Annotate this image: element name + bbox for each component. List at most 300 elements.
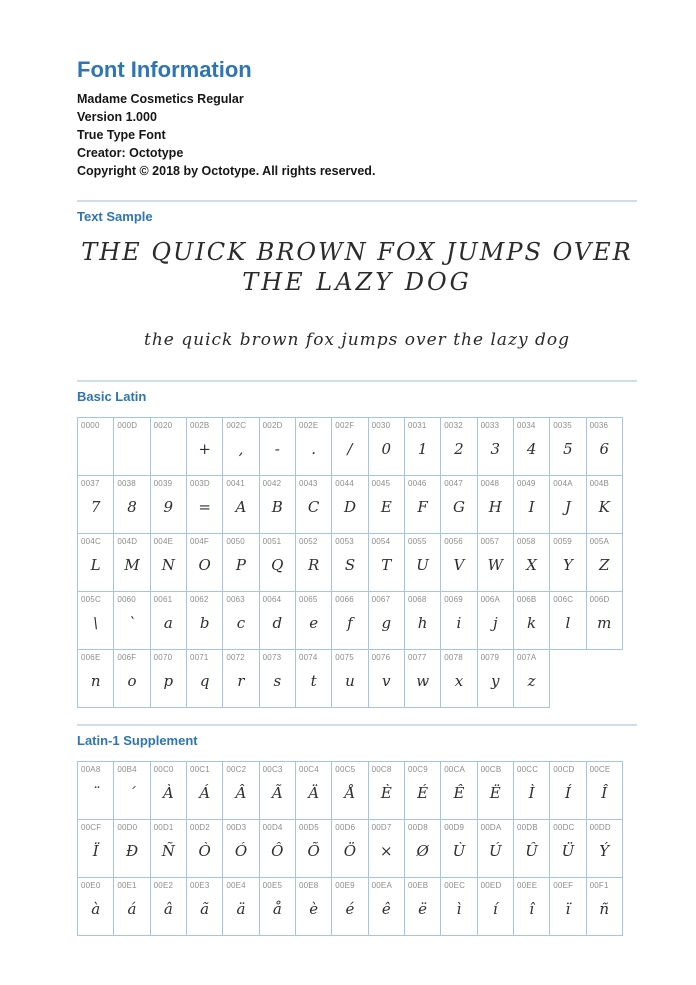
glyph-code: 00C3 [262, 765, 283, 774]
glyph-char: é [345, 900, 355, 918]
glyph-cell [77, 533, 114, 592]
glyph-code: 0067 [371, 595, 391, 604]
glyph-code: 00CA [444, 765, 466, 774]
glyph-char: È [380, 784, 392, 802]
glyph-cell [549, 819, 586, 878]
glyph-char: P [235, 556, 247, 574]
glyph-code: 00DC [553, 823, 575, 832]
glyph-code: 0039 [153, 479, 173, 488]
glyph-cell [113, 649, 150, 708]
glyph-cell [404, 877, 441, 936]
glyph-code: 004D [117, 537, 138, 546]
glyph-cell [513, 761, 550, 820]
glyph-char: G [452, 498, 465, 516]
glyph-code: 00D7 [371, 823, 392, 832]
glyph-code: 0059 [553, 537, 572, 546]
glyph-char: ã [200, 900, 210, 918]
glyph-char: ¨ [91, 784, 100, 802]
glyph-cell [477, 417, 514, 476]
glyph-code: 0053 [335, 537, 354, 546]
glyph-code: 00E8 [298, 881, 319, 890]
glyph-char: ñ [599, 900, 610, 918]
glyph-char: Ì [528, 784, 535, 802]
glyph-code: 0056 [444, 537, 463, 546]
glyph-char: î [529, 900, 534, 918]
glyph-char: m [597, 614, 612, 632]
glyph-cell [513, 877, 550, 936]
glyph-code: 00C0 [153, 765, 174, 774]
glyph-row [77, 475, 637, 533]
glyph-char: q [199, 672, 210, 690]
glyph-cell [549, 591, 586, 650]
glyph-cell [513, 475, 550, 534]
glyph-cell [586, 877, 623, 936]
glyph-cell [586, 819, 623, 878]
glyph-char: Ý [599, 842, 610, 860]
glyph-char: L [90, 556, 101, 574]
glyph-cell [586, 475, 623, 534]
glyph-char: Ó [234, 842, 248, 860]
glyph-char: Û [525, 842, 538, 860]
text-sample-block [77, 238, 637, 350]
glyph-char: Ê [453, 784, 465, 802]
glyph-cell [186, 417, 223, 476]
glyph-code: 00E5 [262, 881, 283, 890]
glyph-code: 002B [189, 421, 210, 430]
glyph-char: w [416, 672, 430, 690]
glyph-code: 00D4 [262, 823, 283, 832]
glyph-char: 9 [163, 498, 174, 516]
glyph-code: 0068 [407, 595, 427, 604]
glyph-row [77, 761, 637, 819]
glyph-code: 0035 [553, 421, 572, 430]
glyph-code: 0045 [371, 479, 391, 488]
font-creator: Creator: Octotype [77, 146, 184, 160]
glyph-char: Ñ [161, 842, 175, 860]
glyph-char: p [163, 672, 174, 690]
glyph-char: N [161, 556, 175, 574]
glyph-char: V [453, 556, 465, 574]
glyph-code: 00E3 [189, 881, 210, 890]
glyph-cell [586, 533, 623, 592]
glyph-code: 002E [298, 421, 319, 430]
glyph-char: Ï [92, 842, 99, 860]
glyph-code: 0064 [262, 595, 282, 604]
latin1-supplement-heading: Latin-1 Supplement [77, 733, 198, 748]
glyph-code: 00C5 [335, 765, 356, 774]
glyph-cell [295, 591, 332, 650]
glyph-code: 003D [189, 479, 210, 488]
glyph-cell [113, 591, 150, 650]
glyph-code: 0079 [480, 653, 500, 662]
glyph-code: 00CD [553, 765, 575, 774]
glyph-char: ë [418, 900, 428, 918]
glyph-code: 00EC [444, 881, 466, 890]
glyph-cell [259, 591, 296, 650]
glyph-cell [113, 533, 150, 592]
glyph-code: 00D2 [189, 823, 210, 832]
glyph-cell [222, 649, 259, 708]
glyph-code: 0062 [189, 595, 209, 604]
glyph-char: 5 [563, 440, 573, 458]
glyph-char: Ã [271, 784, 283, 802]
glyph-cell [150, 877, 187, 936]
font-info-block [77, 90, 637, 180]
glyph-code: 0075 [335, 653, 354, 662]
glyph-code: 0042 [262, 479, 282, 488]
glyph-code: 0048 [480, 479, 500, 488]
glyph-char: / [347, 440, 353, 458]
glyph-char: Ú [488, 842, 502, 860]
glyph-char: W [487, 556, 503, 574]
glyph-code: 00EF [553, 881, 574, 890]
glyph-char: Å [344, 784, 356, 802]
glyph-code: 0074 [298, 653, 318, 662]
glyph-cell [77, 819, 114, 878]
glyph-code: 00CF [81, 823, 102, 832]
glyph-cell [404, 417, 441, 476]
glyph-char: Ü [561, 842, 575, 860]
glyph-cell [404, 475, 441, 534]
glyph-cell [150, 417, 187, 476]
glyph-char: Ö [343, 842, 357, 860]
glyph-code: 004A [553, 479, 573, 488]
glyph-code: 00EB [407, 881, 429, 890]
glyph-char: r [237, 672, 245, 690]
glyph-char: = [198, 498, 211, 516]
glyph-cell [222, 761, 259, 820]
glyph-cell [295, 761, 332, 820]
glyph-row [77, 533, 637, 591]
glyph-cell [331, 649, 368, 708]
glyph-cell [186, 761, 223, 820]
glyph-char: 7 [90, 498, 101, 516]
glyph-char: B [271, 498, 283, 516]
glyph-code: 0036 [589, 421, 609, 430]
glyph-cell [295, 475, 332, 534]
glyph-cell [440, 819, 477, 878]
glyph-cell [150, 533, 187, 592]
glyph-code: 00ED [480, 881, 502, 890]
glyph-cell [549, 475, 586, 534]
glyph-code: 0033 [480, 421, 500, 430]
glyph-char: f [347, 614, 353, 632]
glyph-code: 0000 [81, 421, 100, 430]
glyph-cell [331, 417, 368, 476]
glyph-code: 0073 [262, 653, 282, 662]
glyph-code: 0072 [226, 653, 245, 662]
glyph-code: 0060 [117, 595, 136, 604]
glyph-char: l [565, 614, 571, 632]
glyph-code: 0070 [153, 653, 173, 662]
glyph-code: 00CC [516, 765, 539, 774]
glyph-char: à [91, 900, 101, 918]
glyph-cell [77, 649, 114, 708]
section-divider [77, 724, 637, 726]
glyph-code: 007A [516, 653, 537, 662]
glyph-cell [150, 475, 187, 534]
glyph-code: 0037 [81, 479, 100, 488]
glyph-char: Ä [308, 784, 320, 802]
glyph-char: 2 [454, 440, 464, 458]
glyph-char: Ð [125, 842, 139, 860]
glyph-char: T [381, 556, 392, 574]
glyph-cell [150, 591, 187, 650]
glyph-code: 00DB [516, 823, 538, 832]
glyph-code: 00CE [589, 765, 611, 774]
glyph-code: 002C [226, 421, 247, 430]
glyph-cell [440, 533, 477, 592]
basic-latin-table [77, 417, 637, 707]
glyph-code: 00A8 [81, 765, 101, 774]
glyph-code: 006A [480, 595, 501, 604]
glyph-char: Î [601, 784, 608, 802]
glyph-char: À [162, 784, 174, 802]
glyph-code: 00D9 [444, 823, 465, 832]
glyph-code: 006E [81, 653, 101, 662]
text-sample-heading: Text Sample [77, 209, 153, 224]
glyph-cell [77, 877, 114, 936]
glyph-code: 0041 [226, 479, 245, 488]
glyph-char: S [344, 556, 356, 574]
glyph-row [77, 819, 637, 877]
glyph-code: 0031 [407, 421, 427, 430]
glyph-code: 00C8 [371, 765, 392, 774]
glyph-code: 0034 [516, 421, 536, 430]
glyph-char: ê [381, 900, 391, 918]
glyph-cell [477, 761, 514, 820]
glyph-char: Á [199, 784, 211, 802]
glyph-code: 0077 [407, 653, 427, 662]
glyph-char: t [310, 672, 317, 690]
glyph-cell [549, 761, 586, 820]
glyph-code: 00EA [371, 881, 392, 890]
glyph-char: R [307, 556, 320, 574]
glyph-char: Ò [198, 842, 211, 860]
glyph-cell [77, 591, 114, 650]
glyph-cell [477, 475, 514, 534]
glyph-code: 0058 [516, 537, 536, 546]
glyph-code: 00E4 [226, 881, 246, 890]
glyph-cell [586, 417, 623, 476]
glyph-cell [440, 475, 477, 534]
glyph-cell [113, 417, 150, 476]
glyph-code: 002D [262, 421, 283, 430]
glyph-char: × [380, 842, 393, 860]
glyph-code: 0063 [226, 595, 245, 604]
glyph-cell [295, 819, 332, 878]
glyph-char: 3 [490, 440, 501, 458]
glyph-cell [259, 761, 296, 820]
glyph-char: Ë [489, 784, 501, 802]
glyph-code: 00D1 [153, 823, 174, 832]
sample-uppercase-line2: THE LAZY DOG [242, 268, 472, 296]
glyph-code: 00CB [480, 765, 502, 774]
glyph-cell [368, 417, 405, 476]
glyph-cell [331, 877, 368, 936]
glyph-char: 6 [599, 440, 610, 458]
glyph-char: g [381, 614, 392, 632]
glyph-code: 0052 [298, 537, 318, 546]
glyph-code: 0051 [262, 537, 282, 546]
glyph-code: 00D0 [117, 823, 138, 832]
glyph-cell [222, 819, 259, 878]
glyph-code: 0049 [516, 479, 536, 488]
glyph-cell [77, 475, 114, 534]
glyph-char: k [527, 614, 537, 632]
glyph-code: 000D [117, 421, 138, 430]
glyph-cell [77, 761, 114, 820]
font-type: True Type Font [77, 128, 166, 142]
glyph-char: 4 [526, 440, 537, 458]
glyph-char: 0 [381, 440, 392, 458]
glyph-cell [440, 761, 477, 820]
glyph-cell [477, 533, 514, 592]
glyph-char: ï [565, 900, 571, 918]
basic-latin-heading: Basic Latin [77, 389, 147, 404]
glyph-code: 004F [189, 537, 210, 546]
glyph-row [77, 649, 637, 707]
glyph-cell [259, 877, 296, 936]
glyph-row [77, 417, 637, 475]
glyph-char: 1 [417, 440, 428, 458]
basic-latin-section [77, 380, 637, 707]
glyph-cell [368, 533, 405, 592]
glyph-char: U [416, 556, 429, 574]
glyph-code: 0047 [444, 479, 463, 488]
glyph-code: 0065 [298, 595, 318, 604]
glyph-char: j [492, 614, 498, 632]
glyph-cell [222, 533, 259, 592]
glyph-cell [186, 819, 223, 878]
glyph-char: ´ [128, 784, 136, 802]
glyph-char: å [272, 900, 282, 918]
glyph-code: 004C [81, 537, 101, 546]
glyph-char: i [456, 614, 462, 632]
glyph-code: 0044 [335, 479, 354, 488]
section-divider [77, 380, 637, 382]
glyph-cell [295, 533, 332, 592]
glyph-char: . [311, 440, 317, 458]
sample-uppercase-line1: THE QUICK BROWN FOX JUMPS OVER [81, 238, 633, 266]
glyph-row [77, 877, 637, 935]
glyph-char: Ô [271, 842, 284, 860]
glyph-code: 00D3 [226, 823, 247, 832]
glyph-code: 0055 [407, 537, 427, 546]
glyph-code: 0076 [371, 653, 391, 662]
glyph-char: í [492, 900, 498, 918]
glyph-char: x [454, 672, 464, 690]
glyph-code: 0038 [117, 479, 136, 488]
glyph-cell [331, 591, 368, 650]
glyph-code: 00C2 [226, 765, 247, 774]
font-version: Version 1.000 [77, 110, 157, 124]
glyph-char: I [528, 498, 535, 516]
glyph-char: u [345, 672, 355, 690]
glyph-char: v [382, 672, 391, 690]
glyph-cell [404, 533, 441, 592]
glyph-code: 0061 [153, 595, 173, 604]
glyph-char: C [307, 498, 320, 516]
glyph-cell [113, 877, 150, 936]
glyph-char: z [527, 672, 536, 690]
glyph-char: E [380, 498, 392, 516]
glyph-cell [259, 533, 296, 592]
page-title: Font Information [77, 57, 252, 82]
glyph-cell [440, 591, 477, 650]
glyph-char: + [198, 440, 211, 458]
glyph-cell [586, 761, 623, 820]
glyph-cell [77, 417, 114, 476]
glyph-cell [222, 877, 259, 936]
glyph-code: 0071 [189, 653, 209, 662]
glyph-char: n [90, 672, 101, 690]
glyph-code: 00C4 [298, 765, 319, 774]
glyph-char: - [274, 440, 280, 458]
glyph-code: 00EE [516, 881, 538, 890]
glyph-char: É [417, 784, 429, 802]
glyph-cell [222, 591, 259, 650]
glyph-char: M [124, 556, 140, 574]
glyph-cell [513, 591, 550, 650]
font-copyright: Copyright © 2018 by Octotype. All rights reserved. [77, 164, 376, 178]
glyph-cell [513, 649, 550, 708]
glyph-cell [150, 761, 187, 820]
glyph-cell [404, 819, 441, 878]
glyph-code: 00C1 [189, 765, 210, 774]
glyph-code: 0043 [298, 479, 318, 488]
glyph-code: 006C [553, 595, 574, 604]
glyph-code: 0046 [407, 479, 427, 488]
glyph-char: A [235, 498, 247, 516]
glyph-cell [186, 649, 223, 708]
glyph-code: 00E9 [335, 881, 355, 890]
glyph-code: 00E0 [81, 881, 101, 890]
glyph-cell [513, 533, 550, 592]
glyph-cell [368, 591, 405, 650]
glyph-code: 0057 [480, 537, 500, 546]
glyph-cell [368, 761, 405, 820]
glyph-code: 00D8 [407, 823, 428, 832]
glyph-char: a [163, 614, 173, 632]
glyph-cell [259, 417, 296, 476]
glyph-cell [549, 533, 586, 592]
glyph-char: ä [236, 900, 246, 918]
glyph-cell [440, 877, 477, 936]
glyph-code: 00DD [589, 823, 611, 832]
glyph-code: 00C9 [407, 765, 428, 774]
latin1-supplement-table [77, 761, 637, 935]
glyph-code: 00B4 [117, 765, 137, 774]
glyph-char: O [198, 556, 211, 574]
glyph-cell [295, 649, 332, 708]
glyph-cell [404, 649, 441, 708]
glyph-code: 00D6 [335, 823, 356, 832]
glyph-cell [477, 649, 514, 708]
font-name: Madame Cosmetics Regular [77, 92, 244, 106]
glyph-char: K [598, 498, 610, 516]
glyph-cell [440, 417, 477, 476]
glyph-char: Í [564, 784, 571, 802]
glyph-code: 006F [117, 653, 137, 662]
glyph-char: Y [562, 556, 573, 574]
glyph-char: Õ [307, 842, 320, 860]
glyph-cell [368, 649, 405, 708]
glyph-char: \ [93, 614, 99, 632]
glyph-char: b [199, 614, 210, 632]
glyph-char: J [564, 498, 571, 516]
glyph-char: Ø [416, 842, 429, 860]
